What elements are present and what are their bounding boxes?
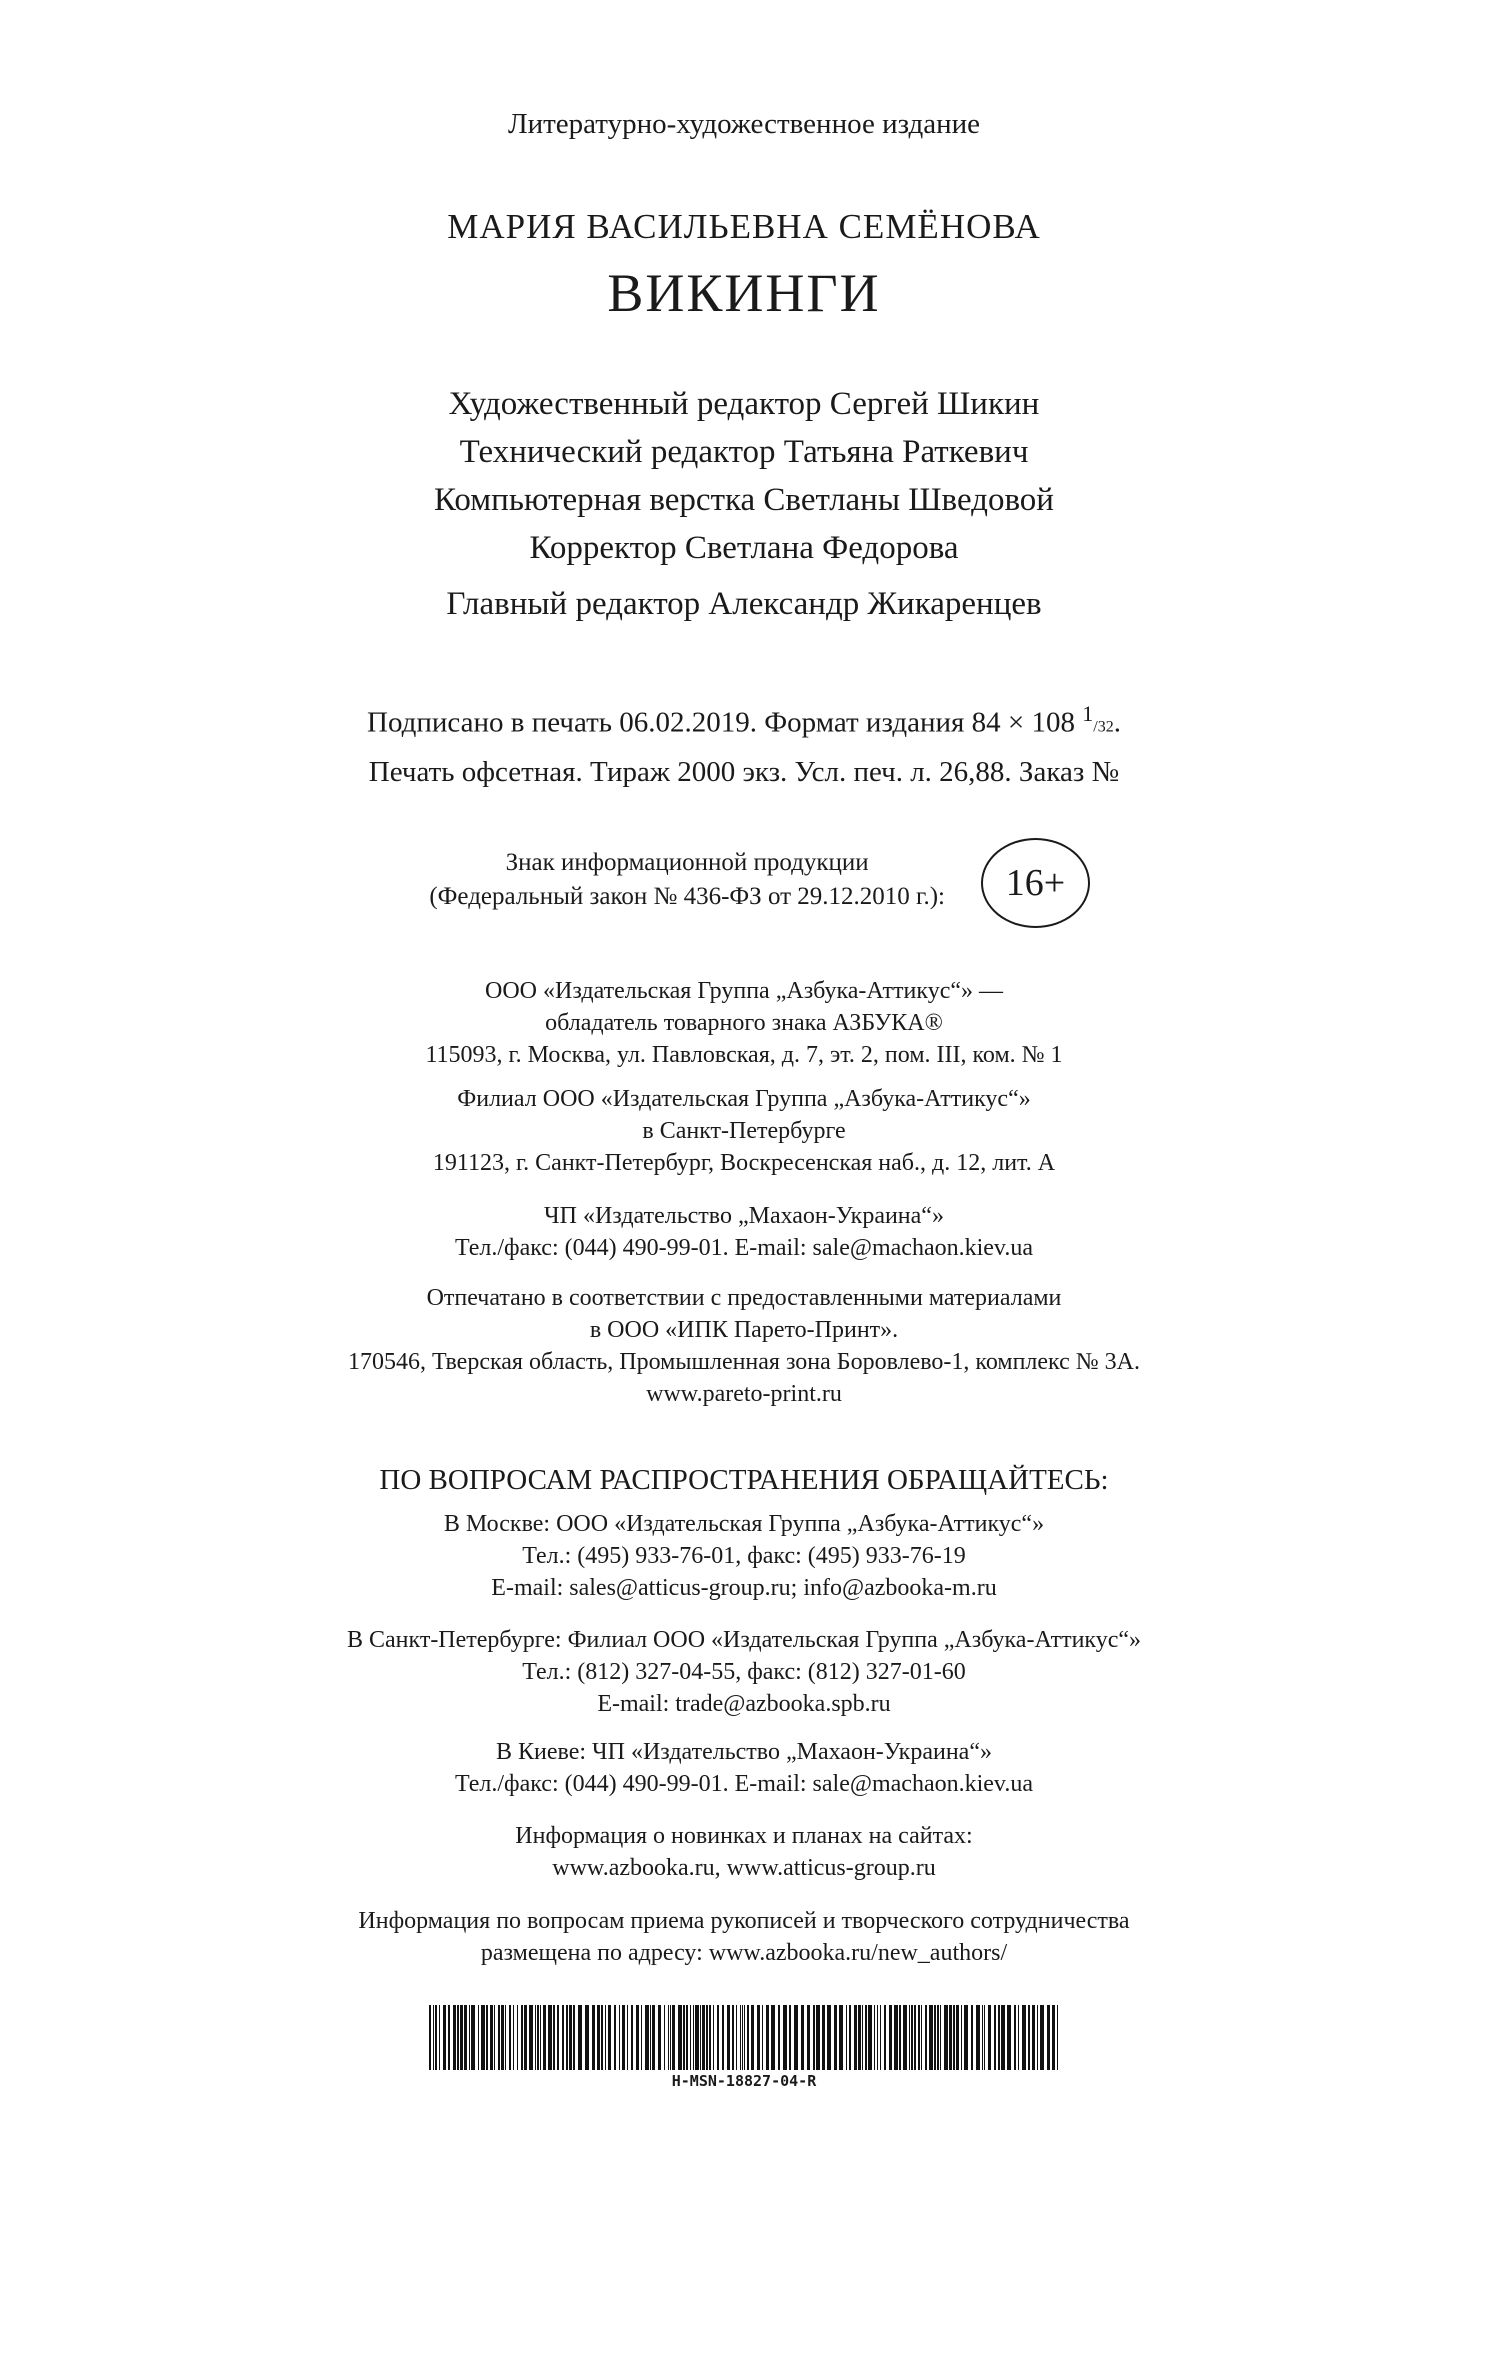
distribution-kiev: [0, 1736, 1488, 1800]
age-text-line: Знак информационной продукции: [505, 849, 869, 876]
printer-block: [0, 1282, 1488, 1410]
signature-text: Подписано в печать 06.02.2019. Формат издания 84 × 108: [367, 706, 1075, 739]
credit-line: Художественный редактор Сергей Шикин: [448, 386, 1040, 422]
distribution-manuscripts: [0, 1905, 1488, 1969]
age-rating-block: [360, 838, 1120, 938]
publisher-line: в ООО «ИПК Парето-Принт».: [589, 1317, 899, 1343]
credit-line: Технический редактор Татьяна Раткевич: [459, 434, 1029, 470]
age-rating-badge: 16+: [981, 838, 1090, 928]
distribution-line: Тел.: (495) 933-76-01, факс: (495) 933-76-19: [522, 1543, 966, 1569]
distribution-line: В Санкт-Петербурге: Филиал ООО «Издательская Группа „Азбука-Аттикус“»: [346, 1627, 1142, 1653]
credits-list: [0, 380, 1488, 572]
distribution-moscow: [0, 1508, 1488, 1604]
format-fraction-numerator: 1: [1082, 701, 1094, 726]
publisher-block: [0, 975, 1488, 1071]
author-name: МАРИЯ ВАСИЛЬЕВНА СЕМЁНОВА: [447, 207, 1041, 246]
distribution-heading: ПО ВОПРОСАМ РАСПРОСТРАНЕНИЯ ОБРАЩАЙТЕСЬ:: [379, 1464, 1109, 1496]
distribution-line: Информация о новинках и планах на сайтах:: [515, 1823, 973, 1849]
publisher-line: 191123, г. Санкт-Петербург, Воскресенская наб., д. 12, лит. А: [432, 1150, 1056, 1176]
ukraine-block: [0, 1200, 1488, 1264]
edition-type: Литературно-художественное издание: [507, 108, 981, 140]
distribution-line: Информация по вопросам приема рукописей и творческого сотрудничества: [358, 1908, 1130, 1934]
distribution-line: www.azbooka.ru, www.atticus-group.ru: [552, 1855, 936, 1881]
distribution-line: В Москве: ООО «Издательская Группа „Азбука-Аттикус“»: [443, 1511, 1045, 1537]
chief-editor: Главный редактор Александр Жикаренцев: [446, 586, 1042, 622]
publisher-line: Тел./факс: (044) 490-99-01. E-mail: sale@machaon.kiev.ua: [454, 1235, 1034, 1261]
barcode-image: [429, 2005, 1059, 2070]
age-text-line: (Федеральный закон № 436-ФЗ от 29.12.2010 г.):: [429, 883, 945, 910]
publisher-line: Филиал ООО «Издательская Группа „Азбука-Аттикус“»: [457, 1086, 1031, 1112]
branch-block: [0, 1083, 1488, 1179]
barcode-label: H-MSN-18827-04-R: [671, 2072, 817, 2090]
publisher-line: www.pareto-print.ru: [646, 1381, 842, 1407]
distribution-line: размещена по адресу: www.azbooka.ru/new_authors/: [480, 1940, 1008, 1966]
age-rating-text: [429, 846, 945, 914]
signature-end: .: [1113, 706, 1121, 739]
print-signature: [0, 692, 1488, 794]
signature-line-1: [0, 692, 1488, 750]
distribution-line: В Киеве: ЧП «Издательство „Махаон-Украина“»: [496, 1739, 992, 1765]
signature-line-2: Печать офсетная. Тираж 2000 экз. Усл. печ. л. 26,88. Заказ №: [368, 755, 1120, 788]
distribution-news: [0, 1820, 1488, 1884]
publisher-line: ЧП «Издательство „Махаон-Украина“»: [544, 1203, 944, 1229]
distribution-line: E-mail: sales@atticus-group.ru; info@azbooka-m.ru: [491, 1575, 997, 1601]
credit-line: Компьютерная верстка Светланы Шведовой: [434, 482, 1054, 518]
publisher-line: в Санкт-Петербурге: [642, 1118, 846, 1144]
publisher-line: Отпечатано в соответствии с предоставленными материалами: [426, 1285, 1062, 1311]
book-title: ВИКИНГИ: [607, 263, 881, 323]
distribution-spb: [0, 1624, 1488, 1720]
publisher-line: 115093, г. Москва, ул. Павловская, д. 7, эт. 2, пом. III, ком. № 1: [425, 1042, 1063, 1068]
publisher-line: 170546, Тверская область, Промышленная зона Боровлево-1, комплекс № 3А.: [348, 1349, 1140, 1375]
format-fraction-denominator: /32: [1093, 718, 1114, 736]
credit-line: Корректор Светлана Федорова: [529, 530, 959, 566]
distribution-line: Тел./факс: (044) 490-99-01. E-mail: sale@machaon.kiev.ua: [454, 1771, 1034, 1797]
distribution-line: E-mail: trade@azbooka.spb.ru: [597, 1691, 891, 1717]
publisher-line: обладатель товарного знака АЗБУКА®: [545, 1010, 943, 1036]
publisher-line: ООО «Издательская Группа „Азбука-Аттикус“» —: [485, 978, 1003, 1004]
distribution-line: Тел.: (812) 327-04-55, факс: (812) 327-01-60: [522, 1659, 966, 1685]
